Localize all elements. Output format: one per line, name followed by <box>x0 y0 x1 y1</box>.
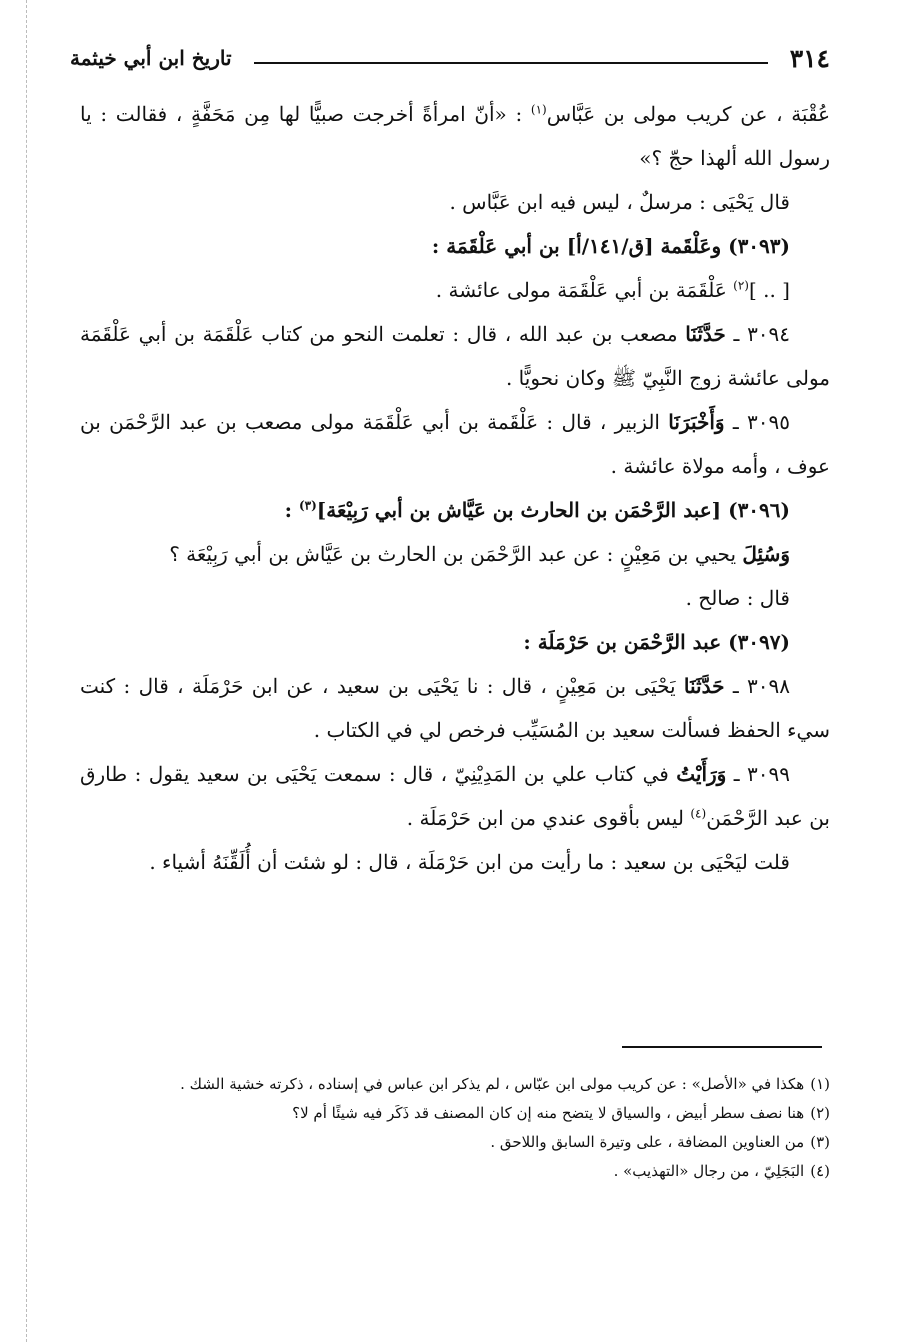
footnote-ref-3: (٣) <box>298 498 317 513</box>
heading-3096: (٣٠٩٦) [عبد الرَّحْمَن بن الحارث بن عَيَّاش بن أبي رَبِيْعَة]$^{(٣)}$ : <box>284 498 790 522</box>
paragraph-yahya-mursal: قال يَحْيَى : مرسلٌ ، ليس فيه ابن عَبَّاس . <box>449 190 790 214</box>
footnote-1: (١)هكذا في «الأصل» : عن كريب مولى ابن عبّاس ، لم يذكر ابن عباس في إسناده ، ذكرته خشية الشك . <box>180 1075 830 1093</box>
footnote-separator <box>622 1046 822 1048</box>
footnote-4: (٤)البَجَلِيّ ، من رجال «التهذيب» . <box>613 1162 830 1180</box>
heading-3097: (٣٠٩٧) عبد الرَّحْمَن بن حَرْمَلَة : <box>523 630 790 654</box>
paragraph-continued: عُقْبَة ، عن كريب مولى بن عَبَّاس$^{(١)}$ : «أنّ امرأةً أخرجت صبيًّا لها مِن مَحَفَّةٍ ، فقالت : يا رسول الله ألهذا حجّ ؟» <box>80 102 831 170</box>
footnote-ref-1: (١) <box>530 102 547 117</box>
footnote-2: (٢)هنا نصف سطر أبيض ، والسياق لا يتضح منه إن كان المصنف قد ذَكَر فيه شيئًا أم لا؟ <box>292 1104 830 1122</box>
paragraph-3095: ٣٠٩٥ ـ وَأَخْبَرَنَا الزبير ، قال : عَلْقَمة بن أبي عَلْقَمَة مولى مصعب بن عبد الرَّحْمَن بن عوف ، وأمه مولاة عائشة . <box>80 410 830 478</box>
header-rule <box>254 62 768 64</box>
footnote-3: (٣)من العناوين المضافة ، على وتيرة السابق واللاحق . <box>490 1133 830 1151</box>
paragraph-alqama: [ .. ]$^{(٢)}$ عَلْقَمَة بن أبي عَلْقَمَة مولى عائشة . <box>435 278 790 302</box>
page-header <box>70 38 830 78</box>
paragraph-3098: ٣٠٩٨ ـ حَدَّثَنَا يَحْيَى بن مَعِيْنٍ ، قال : نا يَحْيَى بن سعيد ، عن ابن حَرْمَلَة ، قال : كنت سيء الحفظ فسألت سعيد بن المُسَيِّب فرخص لي في الكتاب . <box>80 674 830 742</box>
paragraph-salih: قال : صالح . <box>685 586 790 610</box>
main-text <box>80 92 830 884</box>
footnotes <box>82 1070 830 1186</box>
footnote-ref-4: (٤) <box>690 806 707 821</box>
running-title: تاريخ ابن أبي خيثمة <box>70 46 232 70</box>
page-number: ٣١٤ <box>789 43 830 73</box>
paragraph-3099: ٣٠٩٩ ـ وَرَأَيْتُ في كتاب علي بن المَدِيْنِيّ ، قال : سمعت يَحْيَى بن سعيد يقول : طارق بن عبد الرَّحْمَن$^{(٤)}$ ليس بأقوى عندي من ابن حَرْمَلَة . <box>80 762 830 830</box>
paragraph-suil: وَسُئِلَ يحيي بن مَعِيْنٍ : عن عبد الرَّحْمَن بن الحارث بن عَيَّاش بن أبي رَبِيْعَة ؟ <box>169 542 790 566</box>
paragraph-3094: ٣٠٩٤ ـ حَدَّثَنَا مصعب بن عبد الله ، قال : تعلمت النحو من كتاب عَلْقَمَة بن أبي عَلْقَمَة مولى عائشة زوج النَّبِيّ ﷺ وكان نحويًّا . <box>80 322 830 390</box>
paragraph-last: قلت ليَحْيَى بن سعيد : ما رأيت من ابن حَرْمَلَة ، قال : لو شئت أن أُلَقِّنَهُ أشياء . <box>149 850 790 874</box>
footnote-ref-2: (٢) <box>733 278 749 293</box>
scan-edge-line <box>26 0 27 1342</box>
heading-3093: (٣٠٩٣) وعَلْقَمة [ق/١٤١/أ] بن أبي عَلْقَمَة : <box>431 234 790 258</box>
